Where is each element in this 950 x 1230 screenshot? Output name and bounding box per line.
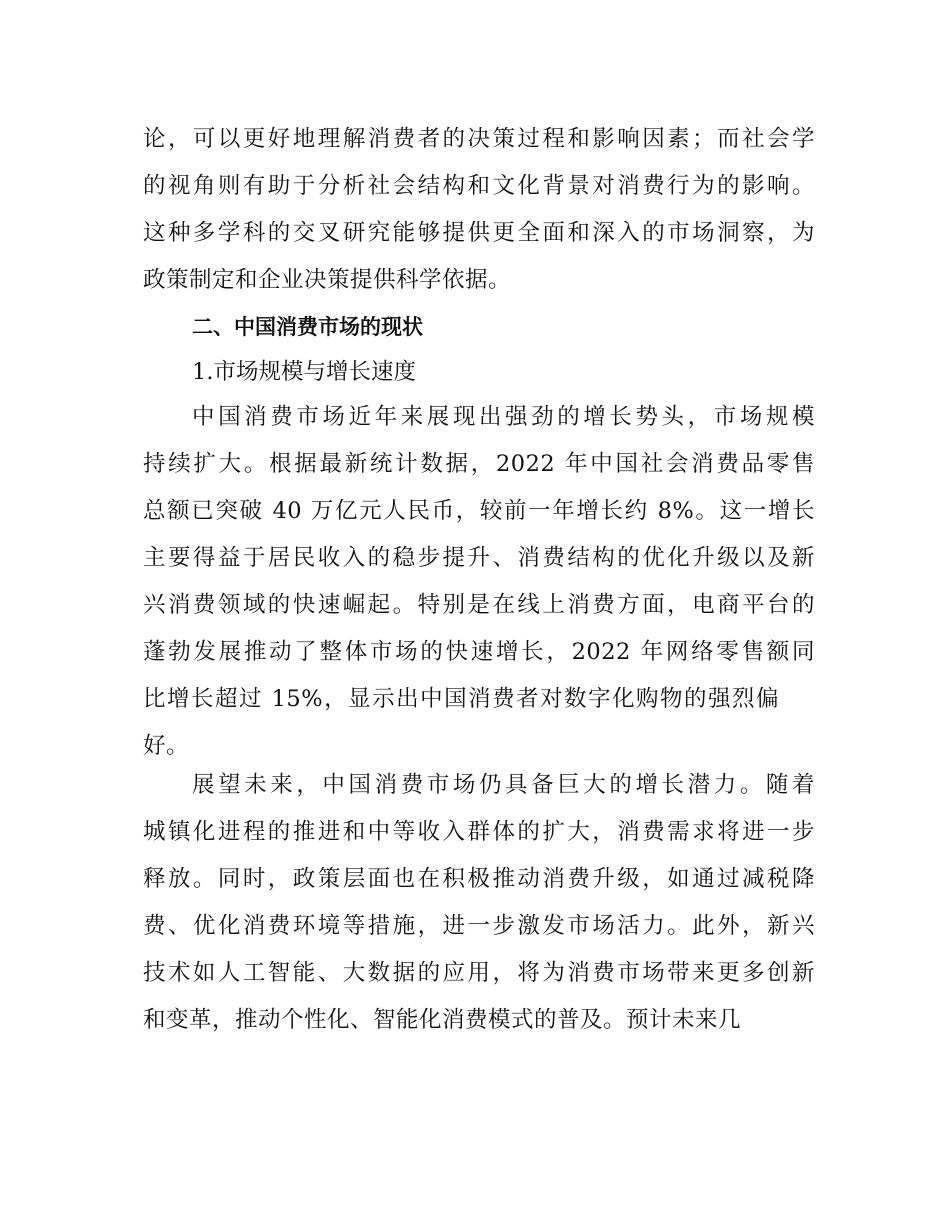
paragraph-line: 技术如人工智能、大数据的应用，将为消费市场带来更多创新 [143,960,815,986]
paragraph-line: 持续扩大。根据最新统计数据，2022 年中国社会消费品零售 [143,451,815,477]
paragraph-continued [143,116,815,304]
paragraph-line: 中国消费市场近年来展现出强劲的增长势头，市场规模 [192,404,815,430]
paragraph-outlook [143,762,815,1044]
section-heading: 二、中国消费市场的现状 [192,315,423,339]
paragraph-line: 兴消费领域的快速崛起。特别是在线上消费方面，电商平台的 [143,592,815,618]
paragraph-line: 比增长超过 15%，显示出中国消费者对数字化购物的强烈偏 [143,686,779,712]
subsection-heading: 1.市场规模与增长速度 [192,359,416,385]
paragraph-line: 展望未来，中国消费市场仍具备巨大的增长潜力。随着 [192,772,815,798]
paragraph-line: 政策制定和企业决策提供科学依据。 [143,267,512,293]
paragraph-line: 的视角则有助于分析社会结构和文化背景对消费行为的影响。 [143,173,815,199]
paragraph-line: 城镇化进程的推进和中等收入群体的扩大，消费需求将进一步 [143,819,815,845]
paragraph-line: 蓬勃发展推动了整体市场的快速增长，2022 年网络零售额同 [143,639,815,665]
paragraph-line: 和变革，推动个性化、智能化消费模式的普及。预计未来几 [143,1007,742,1033]
paragraph-line: 好。 [143,733,190,759]
paragraph-line: 释放。同时，政策层面也在积极推动消费升级，如通过减税降 [143,866,815,892]
paragraph-market-scale [143,394,815,770]
paragraph-line: 总额已突破 40 万亿元人民币，较前一年增长约 8%。这一增长 [143,498,815,524]
paragraph-line: 论，可以更好地理解消费者的决策过程和影响因素；而社会学 [143,126,815,152]
paragraph-line: 费、优化消费环境等措施，进一步激发市场活力。此外，新兴 [143,913,815,939]
paragraph-line: 这种多学科的交叉研究能够提供更全面和深入的市场洞察，为 [143,220,815,246]
paragraph-line: 主要得益于居民收入的稳步提升、消费结构的优化升级以及新 [143,545,815,571]
